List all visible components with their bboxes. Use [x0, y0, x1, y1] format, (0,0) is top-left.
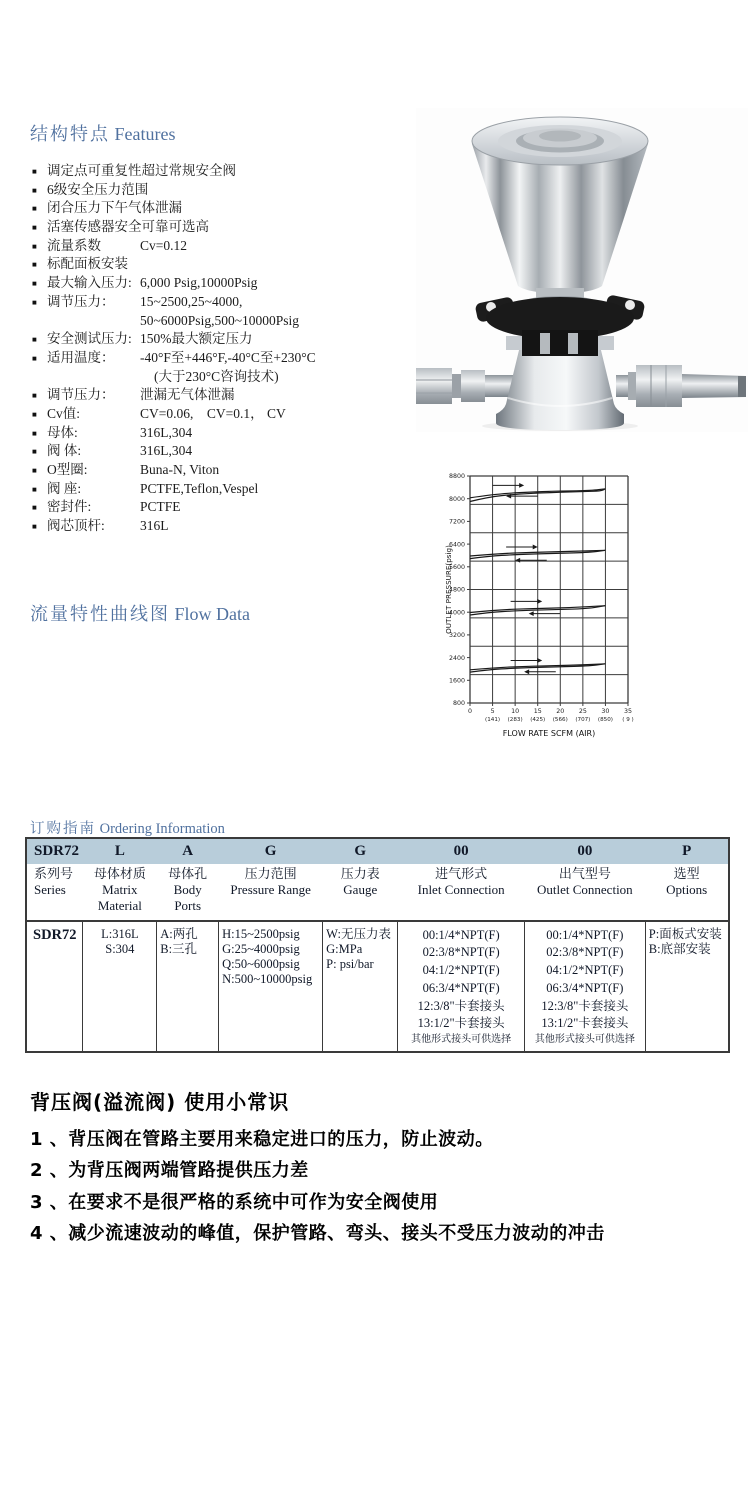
bullet-icon: ■ [32, 241, 37, 251]
feature-value: 50~6000Psig,500~10000Psig [140, 312, 300, 328]
feature-item [32, 349, 444, 368]
code-cell: 00 [524, 838, 645, 864]
bullet-icon: ■ [32, 185, 37, 195]
bullet-icon: ■ [32, 484, 37, 494]
features-title-en: Features [114, 124, 176, 144]
feature-label: 活塞传感器安全可靠可选高 [47, 219, 209, 235]
option-line: 04:1/2*NPT(F) [422, 963, 500, 978]
feature-label: 密封件: [47, 499, 92, 515]
option-line: 06:3/4*NPT(F) [422, 980, 500, 995]
option-line: W:无压力表 [326, 926, 391, 941]
svg-text:(850): (850) [597, 717, 613, 723]
usage-note-item: 2 、为背压阀两端管路提供压力差 [30, 1160, 309, 1182]
feature-item [32, 480, 444, 499]
features-list [32, 162, 444, 536]
header-en: Body Ports [173, 881, 202, 913]
feature-item [32, 405, 444, 424]
svg-text:2400: 2400 [448, 654, 465, 662]
svg-text:6400: 6400 [448, 541, 465, 549]
option-cell [645, 921, 729, 1053]
feature-label: 安全测试压力: [47, 331, 132, 347]
svg-text:3200: 3200 [448, 632, 465, 640]
feature-value: CV=0.06, CV=0.1， CV [140, 405, 286, 421]
svg-text:10: 10 [511, 708, 520, 715]
usage-notes [30, 1086, 730, 1257]
feature-label: 调定点可重复性超过常规安全阀 [47, 163, 236, 178]
ordering-title-zh: 订购指南 [30, 821, 96, 837]
header-zh: 母体材质 [93, 866, 146, 881]
feature-label: 6级安全压力范围 [47, 181, 149, 197]
product-photo [416, 108, 748, 432]
header-cell [83, 864, 157, 921]
option-line: 00:1/4*NPT(F) [422, 927, 500, 942]
feature-item [32, 498, 444, 517]
header-cell [645, 864, 729, 921]
feature-item [32, 199, 444, 218]
bullet-icon: ■ [32, 503, 37, 513]
ordering-section-title [30, 817, 225, 838]
header-zh: 进气形式 [435, 866, 488, 881]
feature-item [32, 162, 444, 181]
features-section-title [30, 120, 175, 146]
option-line: 13:1/2"卡套接头 [541, 1016, 629, 1031]
svg-text:0: 0 [467, 708, 473, 715]
bullet-spacer [32, 369, 47, 388]
svg-text:20: 20 [556, 708, 565, 715]
option-line: SDR72 [33, 926, 77, 943]
code-cell: L [83, 838, 157, 864]
feature-item [32, 218, 444, 237]
header-zh: 母体孔 [168, 866, 208, 881]
table-header-row [26, 864, 729, 921]
feature-value: 泄漏无气体泄漏 [140, 387, 235, 403]
option-line: 04:1/2*NPT(F) [546, 963, 624, 978]
option-cell [157, 921, 219, 1053]
svg-text:(425): (425) [530, 717, 546, 723]
feature-item [32, 424, 444, 443]
header-zh: 出气型号 [558, 866, 611, 881]
feature-item [32, 255, 444, 274]
bullet-icon: ■ [32, 447, 37, 457]
header-en: Outlet Connection [537, 881, 633, 897]
code-cell: 00 [398, 838, 525, 864]
svg-text:7200: 7200 [448, 518, 465, 526]
option-line: L:316L [101, 926, 139, 941]
option-line: A:两孔 [160, 926, 198, 941]
feature-label: 阀 座: [47, 480, 82, 496]
feature-item [32, 274, 444, 293]
option-note: 其他形式接头可供选择 [411, 1034, 512, 1046]
bullet-icon: ■ [32, 428, 37, 438]
feature-item [32, 312, 444, 331]
svg-text:35: 35 [623, 708, 633, 715]
svg-text:(707): (707) [575, 717, 591, 723]
feature-item [32, 293, 444, 312]
header-zh: 选型 [673, 866, 700, 881]
svg-text:30: 30 [601, 708, 610, 715]
feature-item [32, 517, 444, 536]
header-en: Options [666, 881, 708, 897]
code-cell: G [323, 838, 398, 864]
option-line: Q:50~6000psig [222, 956, 300, 971]
header-en: Series [34, 881, 66, 897]
svg-text:1600: 1600 [448, 677, 465, 685]
option-line: S:304 [105, 941, 135, 956]
bullet-icon: ■ [32, 204, 37, 214]
flow-chart [444, 464, 680, 760]
header-cell [323, 864, 398, 921]
header-cell [398, 864, 525, 921]
ordering-title-en: Ordering Information [99, 821, 225, 837]
option-line: B:底部安装 [648, 941, 711, 956]
feature-value: 15~2500,25~4000, [140, 293, 243, 309]
feature-item [32, 181, 444, 200]
code-cell: SDR72 [26, 838, 83, 864]
header-en: Matrix Material [97, 881, 142, 913]
feature-label: 阀芯顶杆: [47, 518, 105, 534]
features-title-zh: 结构特点 [30, 124, 110, 144]
bullet-spacer [32, 313, 47, 332]
bullet-icon: ■ [32, 335, 37, 345]
svg-text:4000: 4000 [448, 609, 465, 617]
usage-note-item: 3 、在要求不是很严格的系统中可作为安全阀使用 [30, 1191, 439, 1213]
svg-text:(141): (141) [485, 717, 501, 723]
option-cell [398, 921, 525, 1053]
bullet-icon: ■ [32, 409, 37, 419]
flow-title-en: Flow Data [174, 604, 250, 624]
feature-label: 最大输入压力: [47, 275, 132, 291]
option-cell [26, 921, 83, 1053]
feature-value: Cv=0.12 [140, 237, 187, 253]
bullet-icon: ■ [32, 260, 37, 270]
table-code-row [26, 838, 729, 864]
header-cell [524, 864, 645, 921]
svg-text:OUTLET PRESSURE(psig): OUTLET PRESSURE(psig) [444, 545, 453, 634]
ordering-table [25, 837, 730, 1053]
svg-text:800: 800 [452, 700, 465, 708]
header-cell [26, 864, 83, 921]
header-cell [157, 864, 219, 921]
flow-title-zh: 流量特性曲线图 [30, 604, 170, 624]
pressure-regulator-illustration [416, 108, 748, 432]
feature-item [32, 461, 444, 480]
feature-label: 适用温度： [47, 349, 115, 365]
feature-value: 150%最大额定压力 [140, 331, 253, 347]
feature-label: Cv值: [47, 405, 81, 421]
option-line: N:500~10000psig [222, 971, 313, 986]
table-body-row [26, 921, 729, 1053]
header-zh: 压力范围 [244, 866, 297, 881]
feature-label: 调节压力： [47, 293, 115, 309]
svg-text:(566): (566) [552, 717, 568, 723]
svg-text:25: 25 [578, 708, 587, 715]
bullet-icon: ■ [32, 167, 37, 176]
option-line: 12:3/8"卡套接头 [541, 998, 629, 1013]
option-line: 06:3/4*NPT(F) [546, 980, 624, 995]
option-line: P:面板式安装 [648, 926, 722, 941]
bullet-icon: ■ [32, 353, 37, 363]
feature-value: PCTFE,Teflon,Vespel [140, 480, 259, 496]
bullet-icon: ■ [32, 391, 37, 401]
option-line: G:MPa [326, 941, 363, 956]
feature-value: 316L [140, 518, 169, 534]
feature-label: 调节压力： [47, 387, 115, 403]
feature-value: 316L,304 [140, 443, 193, 459]
option-line: 02:3/8*NPT(F) [422, 945, 500, 960]
usage-note-item: 4 、减少流速波动的峰值，保护管路、弯头、接头不受压力波动的冲击 [30, 1223, 605, 1245]
feature-item [32, 386, 444, 405]
svg-text:8800: 8800 [448, 473, 465, 481]
header-zh: 系列号 [34, 866, 74, 881]
svg-text:5600: 5600 [448, 564, 465, 571]
code-cell: P [645, 838, 729, 864]
svg-text:5: 5 [490, 708, 495, 715]
feature-value: PCTFE [140, 499, 181, 515]
option-cell [219, 921, 323, 1053]
feature-item [32, 330, 444, 349]
flow-chart-svg [444, 464, 680, 760]
feature-label: 流量系数 [47, 237, 101, 253]
feature-value: Buna-N, Viton [140, 462, 220, 477]
option-line: G:25~4000psig [222, 941, 300, 956]
flow-section-title [30, 600, 250, 626]
feature-value: (大于230°C咨询技术) [154, 368, 279, 384]
option-cell [83, 921, 157, 1053]
option-note: 其他形式接头可供选择 [534, 1034, 635, 1046]
feature-item [32, 237, 444, 256]
header-zh: 压力表 [340, 866, 380, 881]
code-cell: A [157, 838, 219, 864]
svg-text:(283): (283) [507, 717, 523, 723]
feature-item [32, 442, 444, 461]
svg-text:4800: 4800 [448, 586, 465, 594]
feature-value: 316L,304 [140, 424, 193, 440]
bullet-icon: ■ [32, 297, 37, 307]
feature-label: 母体: [47, 424, 78, 440]
option-line: P: psi/bar [326, 956, 374, 971]
usage-note-item: 1 、背压阀在管路主要用来稳定进口的压力，防止波动。 [30, 1129, 494, 1150]
option-line: 12:3/8"卡套接头 [417, 998, 505, 1013]
bullet-icon: ■ [32, 466, 37, 475]
code-cell: G [219, 838, 323, 864]
option-line: H:15~2500psig [222, 926, 300, 941]
feature-value: -40°F至+446°F,-40°C至+230°C [140, 349, 316, 365]
svg-text:15: 15 [533, 708, 542, 715]
usage-notes-title: 背压阀(溢流阀) 使用小常识 [30, 1090, 290, 1114]
svg-text:8000: 8000 [448, 495, 465, 503]
feature-value: 6,000 Psig,10000Psig [140, 275, 258, 291]
header-en: Pressure Range [230, 881, 311, 897]
header-en: Gauge [343, 881, 378, 897]
option-line: 02:3/8*NPT(F) [546, 945, 624, 960]
bullet-icon: ■ [32, 279, 37, 289]
option-line: B:三孔 [160, 941, 198, 956]
feature-label: 阀 体: [47, 443, 82, 459]
svg-text:FLOW RATE SCFM (AIR): FLOW RATE SCFM (AIR) [502, 729, 596, 738]
header-cell [219, 864, 323, 921]
feature-label: O型圈: [47, 462, 88, 477]
option-line: 00:1/4*NPT(F) [546, 927, 624, 942]
feature-label: 闭合压力下午气体泄漏 [47, 200, 182, 216]
header-en: Inlet Connection [417, 881, 505, 897]
option-cell [323, 921, 398, 1053]
bullet-icon: ■ [32, 223, 37, 233]
bullet-icon: ■ [32, 522, 37, 532]
svg-text:( 9 ): ( 9 ) [622, 717, 634, 723]
feature-label: 标配面板安装 [47, 256, 128, 272]
option-cell [524, 921, 645, 1053]
feature-item [32, 368, 444, 387]
option-line: 13:1/2"卡套接头 [417, 1016, 505, 1031]
